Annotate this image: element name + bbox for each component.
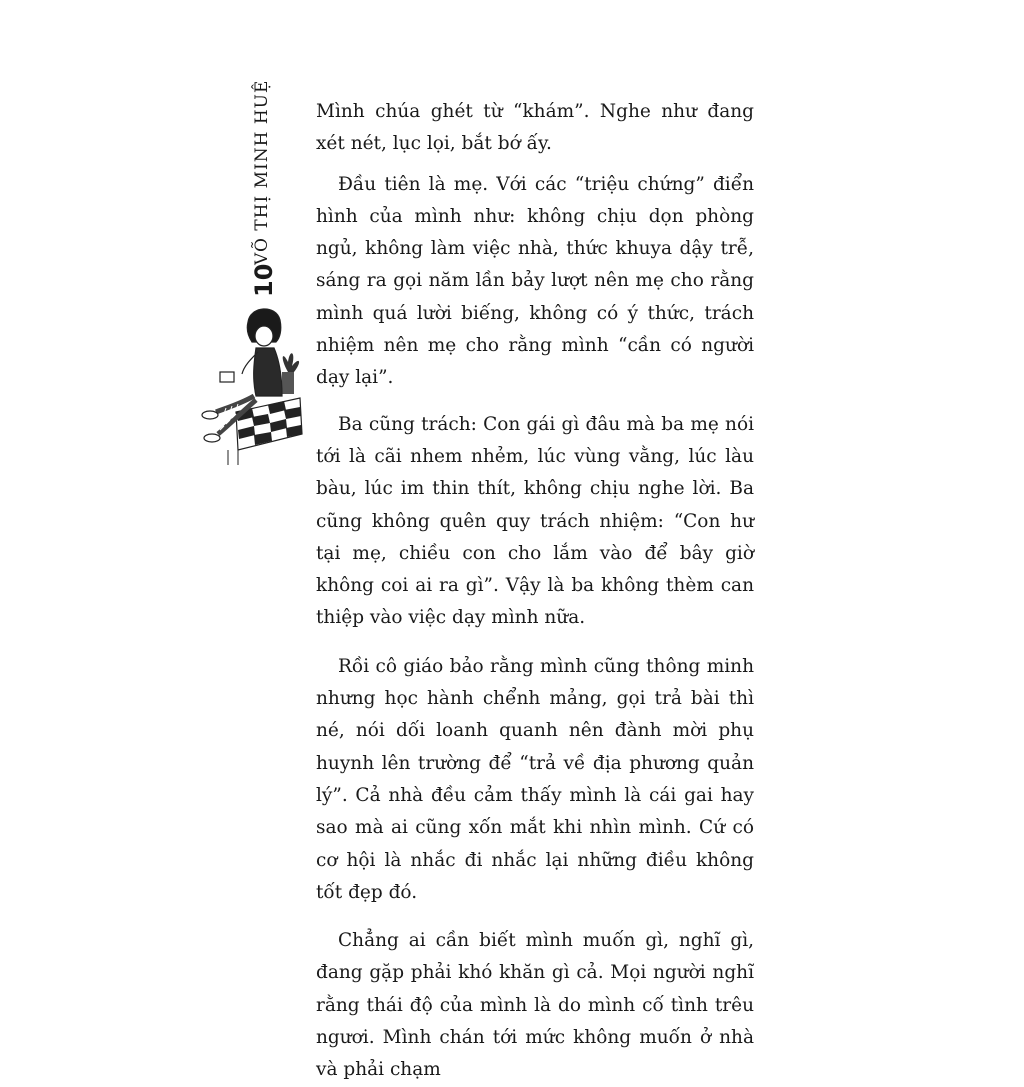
paragraph: Rồi cô giáo bảo rằng mình cũng thông minh nhưng học hành chểnh mảng, gọi trả bài thì né, nói dối loanh quanh nên đành mời phụ huynh lên trường để “trả về địa phương quản lý”. Cả nhà đều cảm thấy mình là cái gai hay sao mà ai cũng xốn mắt khi nhìn mình. Cứ có cơ hội là nhắc đi nhắc lại những điều không tốt đẹp đó. [316, 655, 754, 903]
paragraph: Đầu tiên là mẹ. Với các “triệu chứng” điển hình của mình như: không chịu dọn phòng ngủ, không làm việc nhà, thức khuya dậy trễ, sáng ra gọi năm lần bảy lượt nên mẹ cho rằng mình quá lười biếng, không có ý thức, trách nhiệm nên mẹ cho rằng mình “cần có người dạy lại”. [316, 173, 754, 389]
plant-icon [282, 353, 299, 394]
paragraph: Ba cũng trách: Con gái gì đâu mà ba mẹ nói tới là cãi nhem nhẻm, lúc vùng vằng, lúc làu bàu, lúc im thin thít, không chịu nghe lời. Ba cũng không quên quy trách nhiệm: “Con hư tại mẹ, chiều con cho lắm vào để bây giờ không coi ai ra gì”. Vậy là ba không thèm can thiệp vào việc dạy mình nữa. [316, 413, 754, 629]
body-text [316, 96, 754, 1087]
paragraph: Chẳng ai cần biết mình muốn gì, nghĩ gì, đang gặp phải khó khăn gì cả. Mọi người nghĩ rằng thái độ của mình là do mình cố tình trêu ngươi. Mình chán tới mức không muốn ở nhà và phải chạm [316, 930, 754, 1081]
checkered-bench-icon [228, 398, 302, 465]
running-header [244, 79, 284, 305]
girl-sitting-illustration [196, 300, 306, 465]
paragraph: Mình chúa ghét từ “khám”. Nghe như đang xét nét, lục lọi, bắt bớ ấy. [316, 101, 754, 155]
author-name: VÕ THỊ MINH HUỆ [252, 79, 272, 265]
page-number: 10 [250, 263, 278, 297]
